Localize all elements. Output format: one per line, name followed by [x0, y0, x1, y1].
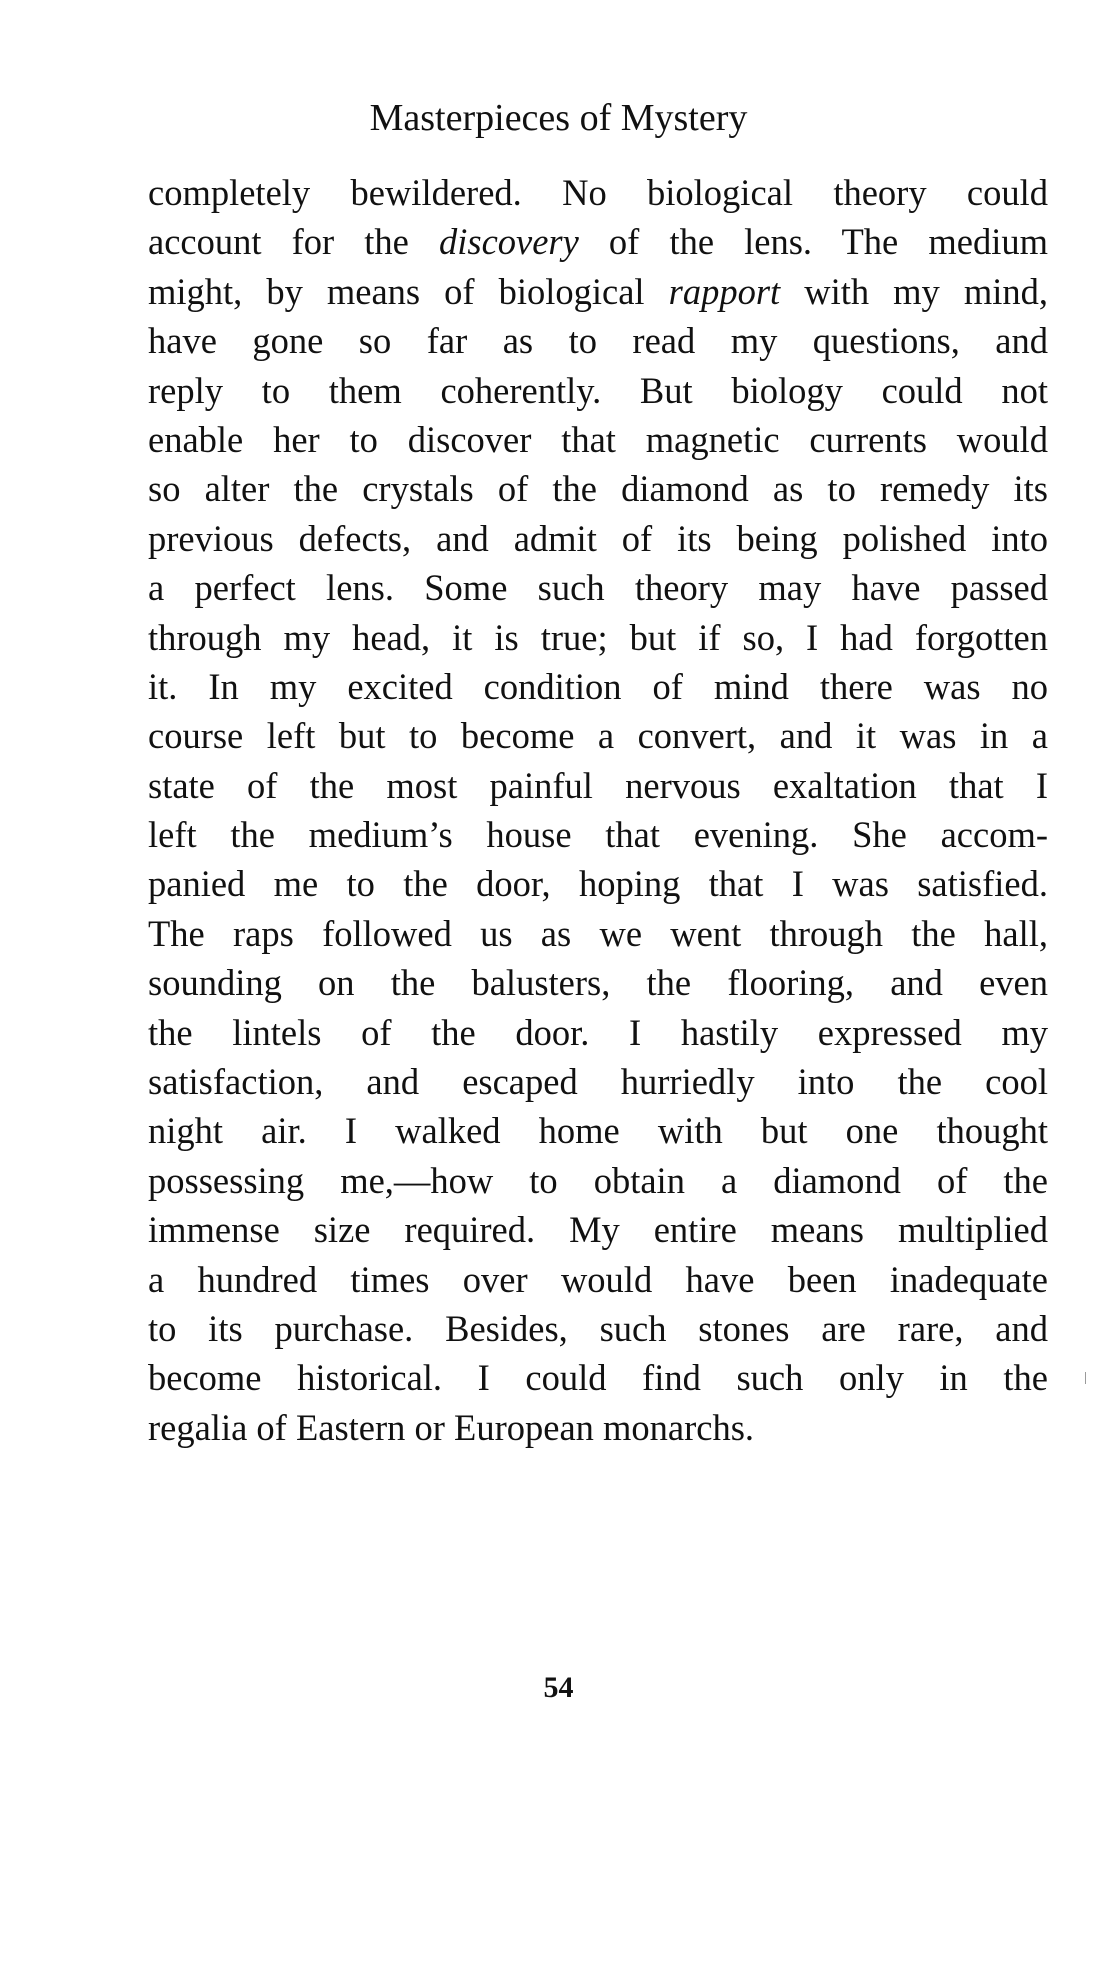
text-line: completely bewildered. No biological theory could: [148, 172, 1048, 213]
text-line: The raps followed us as we went through the hall,: [148, 912, 1048, 954]
text-line: panied me to the door, hoping that I was satisfied.: [148, 863, 1048, 905]
text-line: to its purchase. Besides, such stones are rare, and: [148, 1307, 1048, 1349]
text-line: it. In my excited condition of mind there was no: [148, 665, 1048, 707]
text-line: reply to them coherently. But biology could not: [148, 369, 1048, 411]
running-head-title: Masterpieces of Mystery: [369, 97, 748, 139]
text-line: satisfaction, and escaped hurriedly into the cool: [148, 1061, 1048, 1103]
text-line: course left but to become a convert, and it was in a: [148, 715, 1048, 757]
text-line: possessing me,—how to obtain a diamond of the: [148, 1159, 1048, 1201]
text-line: account for the discovery of the lens. The medium: [148, 221, 1048, 263]
text-line: a hundred times over would have been inadequate: [148, 1258, 1048, 1300]
text-line: immense size required. My entire means multiplied: [148, 1209, 1048, 1251]
text-line: night air. I walked home with but one thought: [148, 1110, 1048, 1152]
text-line: a perfect lens. Some such theory may have passed: [148, 567, 1048, 609]
text-line: sounding on the balusters, the flooring, and even: [148, 962, 1048, 1004]
margin-mark: [1085, 1372, 1086, 1384]
italic-word: discovery: [438, 221, 579, 263]
text-line: left the medium’s house that evening. She accom-: [148, 814, 1048, 856]
italic-word: rapport: [668, 270, 781, 312]
text-line: through my head, it is true; but if so, I had forgotten: [148, 616, 1048, 658]
text-line: become historical. I could find such only in the: [148, 1357, 1048, 1399]
page-number: 54: [543, 1671, 574, 1704]
text-line: have gone so far as to read my questions, and: [148, 320, 1048, 362]
body-text: [148, 168, 1048, 1452]
text-line: regalia of Eastern or European monarchs.: [148, 1406, 755, 1448]
text-line: so alter the crystals of the diamond as to remedy its: [148, 468, 1048, 510]
text-line: state of the most painful nervous exaltation that I: [148, 764, 1048, 806]
text-line: the lintels of the door. I hastily expressed my: [148, 1011, 1048, 1053]
text-line: previous defects, and admit of its being polished into: [148, 517, 1048, 559]
text-line: might, by means of biological rapport with my mind,: [148, 270, 1048, 312]
text-line: enable her to discover that magnetic currents would: [148, 418, 1048, 460]
